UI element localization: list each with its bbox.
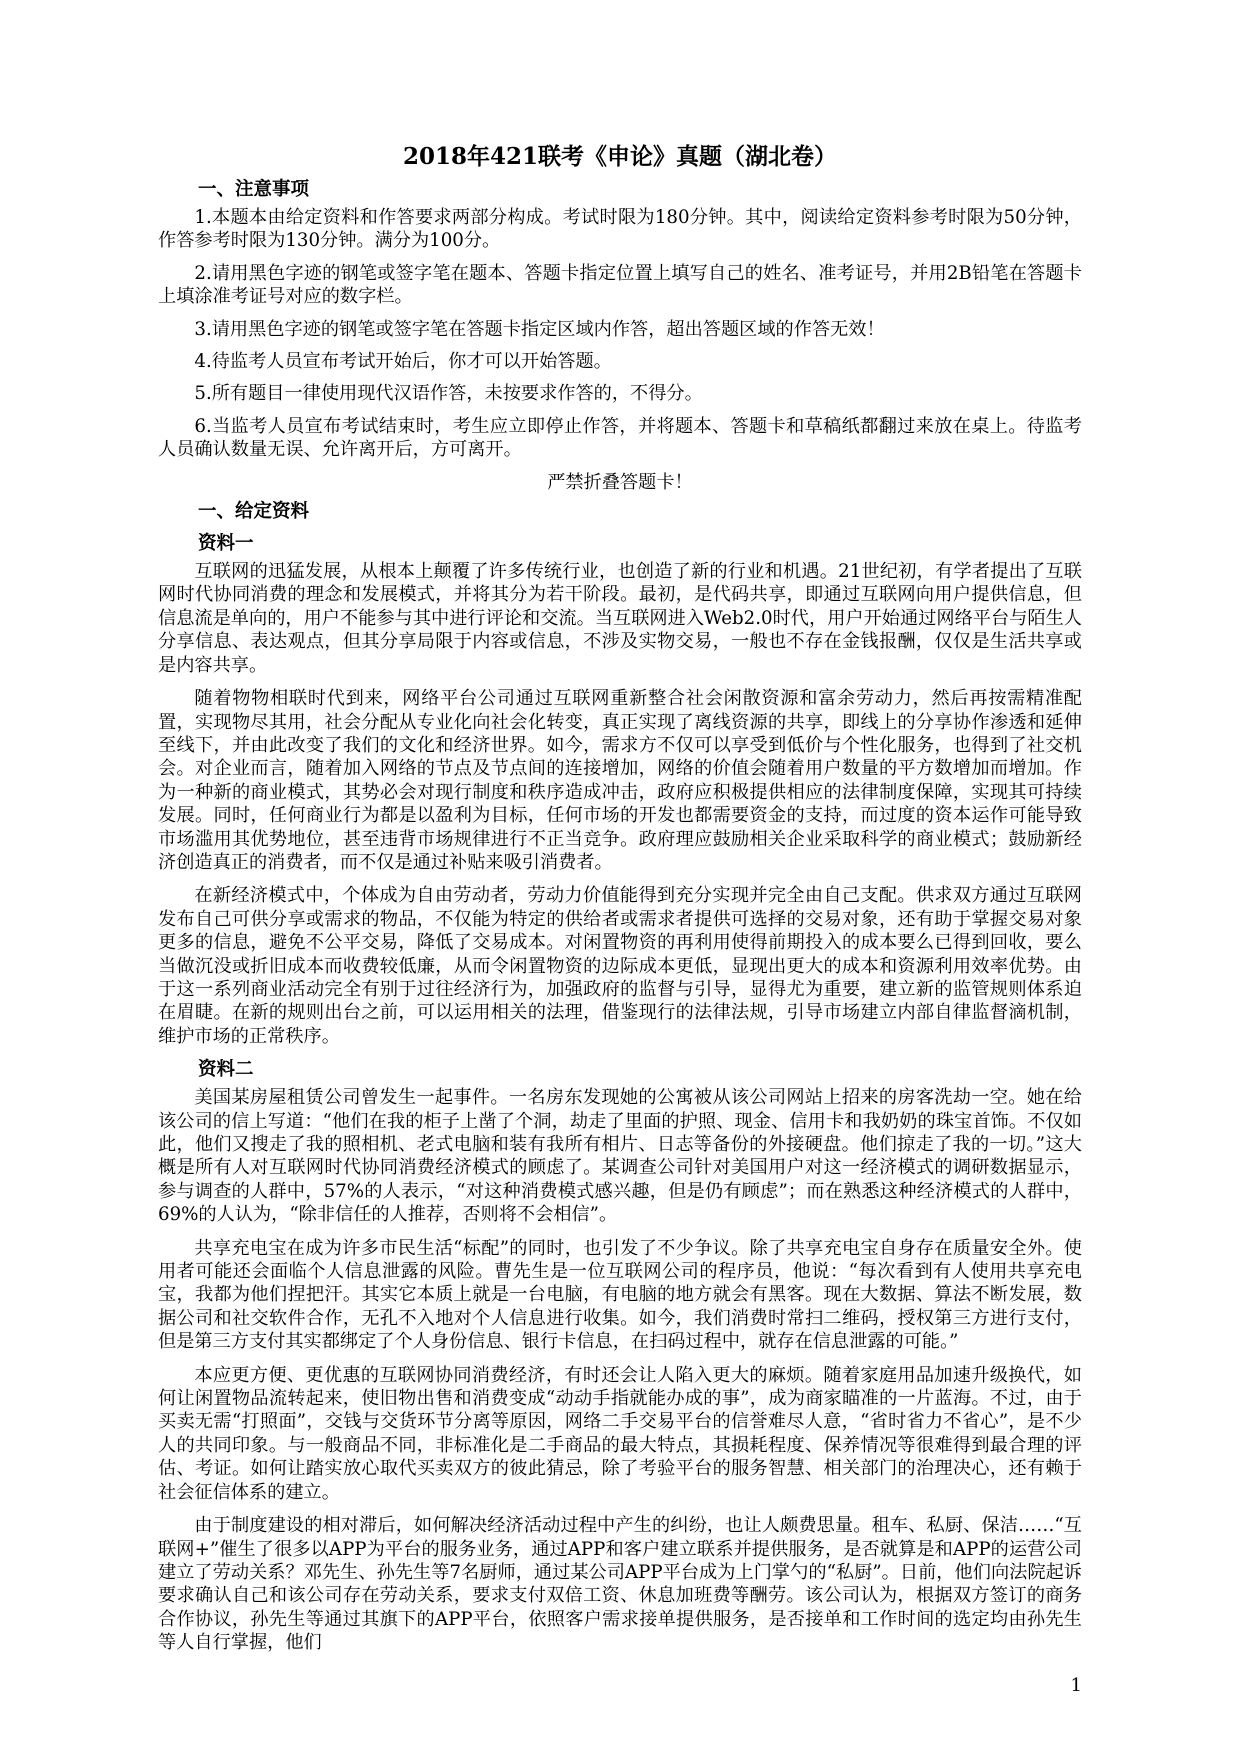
notice-item: 4.待监考人员宣布考试开始后，你才可以开始答题。 bbox=[194, 351, 612, 373]
material-paragraph: 互联网的迅猛发展，从根本上颠覆了许多传统行业，也创造了新的行业和机遇。21世纪初，有学者提出了互联网时代协同消费的理念和发展模式，并将其分为若干阶段。最初，是代码共享，即通过互联网向用户提供信息，但信息流是单向的，用户不能参与其中进行评论和交流。当互联网进入Web2.0时代，用户开始通过网络平台与陌生人分享信息、表达观点，但其分享局限于内容或信息，不涉及实物交易，一般也不存在金钱报酬，仅仅是生活共享或是内容共享。 bbox=[158, 561, 1082, 676]
material-paragraph: 共享充电宝在成为许多市民生活“标配”的同时，也引发了不少争议。除了共享充电宝自身存在质量安全外。使用者可能还会面临个人信息泄露的风险。曹先生是一位互联网公司的程序员，他说：“每次看到有人使用共享充电宝，我都为他们捏把汗。其实它本质上就是一台电脑，有电脑的地方就会有黑客。现在大数据、算法不断发展，数据公司和社交软件合作，无孔不入地对个人信息进行收集。如今，我们消费时常扫二维码，授权第三方进行支付，但是第三方支付其实都绑定了个人身份信息、银行卡信息，在扫码过程中，就存在信息泄露的可能。” bbox=[158, 1237, 1082, 1353]
material-paragraph: 在新经济模式中，个体成为自由劳动者，劳动力价值能得到充分实现并完全由自己支配。供求双方通过互联网发布自己可供分享或需求的物品，不仅能为特定的供给者或需求者提供可选择的交易对象，还有助于掌握交易对象更多的信息，避免不公平交易，降低了交易成本。对闲置物资的再利用使得前期投入的成本要么已得到回收，要么当做沉没或折旧成本而收费较低廉，从而令闲置物资的边际成本更低，显现出更大的成本和资源利用效率优势。由于这一系列商业活动完全有别于过往经济行为，加强政府的监督与引导，显得尤为重要，建立新的监管规则体系迫在眉睫。在新的规则出台之前，可以运用相关的法理，借鉴现行的法律法规，引导市场建立内部自律监督滴机制，维护市场的正常秩序。 bbox=[158, 885, 1082, 1047]
section-heading: 资料一 bbox=[198, 533, 254, 555]
notice-item: 3.请用黑色字迹的钢笔或签字笔在答题卡指定区域内作答，超出答题区域的作答无效！ bbox=[194, 318, 885, 340]
material-paragraph: 随着物物相联时代到来，网络平台公司通过互联网重新整合社会闲散资源和富余劳动力，然后再按需精准配置，实现物尽其用，社会分配从专业化向社会化转变，真正实现了离线资源的共享，即线上的分享协作渗透和延伸至线下，并由此改变了我们的文化和经济世界。如今，需求方不仅可以享受到低价与个性化服务，也得到了社交机会。对企业而言，随着加入网络的节点及节点间的连接增加，网络的价值会随着用户数量的平方数增加而增加。作为一种新的商业模式，其势必会对现行制度和秩序造成冲击，政府应积极提供相应的法律制度保障，实现其可持续发展。同时，任何商业行为都是以盈利为目标，任何市场的开发也都需要资金的支持，而过度的资本运作可能导致市场滥用其优势地位，甚至违背市场规律进行不正当竞争。政府理应鼓励相关企业采取科学的商业模式；鼓励新经济创造真正的消费者，而不仅是通过补贴来吸引消费者。 bbox=[158, 688, 1082, 873]
section-heading: 资料二 bbox=[198, 1059, 254, 1081]
notice-item: 5.所有题目一律使用现代汉语作答，未按要求作答的，不得分。 bbox=[194, 383, 703, 405]
document-title: 2018年421联考《申论》真题（湖北卷） bbox=[402, 143, 838, 170]
notice-item: 2.请用黑色字迹的钢笔或签字笔在题本、答题卡指定位置上填写自己的姓名、准考证号，并用2B铅笔在答题卡上填涂准考证号对应的数字栏。 bbox=[158, 262, 1082, 308]
material-paragraph: 美国某房屋租赁公司曾发生一起事件。一名房东发现她的公寓被从该公司网站上招来的房客洗劫一空。她在给该公司的信上写道：“他们在我的柜子上凿了个洞，劫走了里面的护照、现金、信用卡和我奶奶的珠宝首饰。不仅如此，他们又搜走了我的照相机、老式电脑和装有我所有相片、日志等备份的外接硬盘。他们掠走了我的一切。”这大概是所有人对互联网时代协同消费经济模式的顾虑了。某调查公司针对美国用户对这一经济模式的调研数据显示，参与调查的人群中，57%的人表示，“对这种消费模式感兴趣，但是仍有顾虑”；而在熟悉这种经济模式的人群中，69%的人认为，“除非信任的人推荐，否则将不会相信”。 bbox=[158, 1087, 1082, 1226]
notice-item: 6.当监考人员宣布考试结束时，考生应立即停止作答，并将题本、答题卡和草稿纸都翻过来放在桌上。待监考人员确认数量无误、允许离开后，方可离开。 bbox=[158, 415, 1082, 461]
materials-heading: 一、给定资料 bbox=[198, 501, 310, 523]
page-number: 1 bbox=[1070, 1675, 1082, 1696]
notice-warning: 严禁折叠答题卡！ bbox=[547, 471, 693, 493]
material-paragraph: 由于制度建设的相对滞后，如何解决经济活动过程中产生的纠纷，也让人颇费思量。租车、私厨、保洁……“互联网+”催生了很多以APP为平台的服务业务，通过APP和客户建立联系并提供服务，是否就算是和APP的运营公司建立了劳动关系？邓先生、孙先生等7名厨师，通过某公司APP平台成为上门掌勺的“私厨”。日前，他们向法院起诉要求确认自己和该公司存在劳动关系，要求支付双倍工资、休息加班费等酬劳。该公司认为，根据双方签订的商务合作协议，孙先生等通过其旗下的APP平台，依照客户需求接单提供服务，是否接单和工作时间的选定均由孙先生等人自行掌握，他们 bbox=[158, 1515, 1082, 1654]
notice-item: 1.本题本由给定资料和作答要求两部分构成。考试时限为180分钟。其中，阅读给定资料参考时限为50分钟，作答参考时限为130分钟。满分为100分。 bbox=[158, 207, 1082, 252]
notice-heading: 一、注意事项 bbox=[198, 179, 310, 200]
material-paragraph: 本应更方便、更优惠的互联网协同消费经济，有时还会让人陷入更大的麻烦。随着家庭用品加速升级换代，如何让闲置物品流转起来，使旧物出售和消费变成“动动手指就能办成的事”，成为商家瞄准的一片蓝海。不过，由于买卖无需“打照面”，交钱与交货环节分离等原因，网络二手交易平台的信誉难尽人意，“省时省力不省心”，是不少人的共同印象。与一般商品不同，非标准化是二手商品的最大特点，其损耗程度、保养情况等很难得到最合理的评估、考证。如何让踏实放心取代买卖双方的彼此猜忌，除了考验平台的服务智慧、相关部门的治理决心，还有赖于社会征信体系的建立。 bbox=[158, 1364, 1082, 1503]
